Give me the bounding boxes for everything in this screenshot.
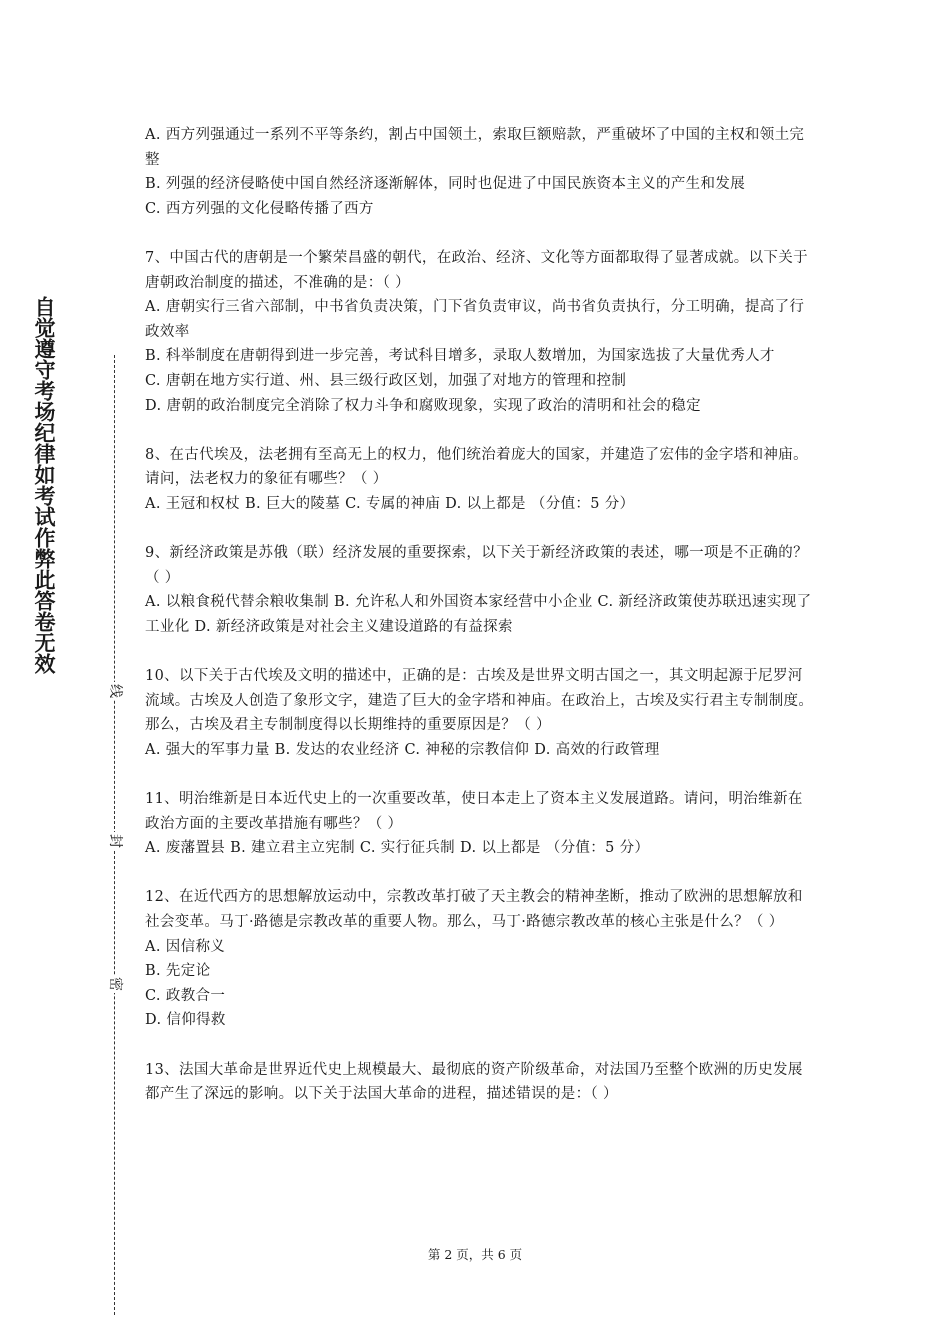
binding-mark-mi: 密 [107,977,123,991]
question-8-stem: 8、在古代埃及，法老拥有至高无上的权力，他们统治着庞大的国家，并建造了宏伟的金字塔和神庙。请问，法老权力的象征有哪些？（ ） [145,446,808,488]
question-7-option-b: B. 科举制度在唐朝得到进一步完善，考试科目增多，录取人数增加，为国家选拔了大量优秀人才 [145,348,775,365]
question-12-option-d: D. 信仰得救 [145,1012,226,1029]
question-10-options: A. 强大的军事力量 B. 发达的农业经济 C. 神秘的宗教信仰 D. 高效的行政管理 [145,741,660,758]
question-10-stem: 10、以下关于古代埃及文明的描述中，正确的是：古埃及是世界文明古国之一，其文明起源于尼罗河流域。古埃及人创造了象形文字，建造了巨大的金字塔和神庙。在政治上，古埃及实行君主专制制度。那么，古埃及君主专制制度得以长期维持的重要原因是？（ ） [145,668,814,734]
question-7-stem: 7、中国古代的唐朝是一个繁荣昌盛的朝代，在政治、经济、文化等方面都取得了显著成就。以下关于唐朝政治制度的描述，不准确的是：（ ） [145,249,808,291]
question-13-stem: 13、法国大革命是世界近代史上规模最大、最彻底的资产阶级革命，对法国乃至整个欧洲的历史发展都产生了深远的影响。以下关于法国大革命的进程，描述错误的是：（ ） [145,1061,803,1103]
question-7-option-c: C. 唐朝在地方实行道、州、县三级行政区划，加强了对地方的管理和控制 [145,372,627,389]
binding-mark-feng: 封 [107,834,123,848]
exam-discipline-notice: 自觉遵守考场纪律如考试作弊此答卷无效 [32,296,56,674]
exam-content [145,123,815,1107]
question-9-stem: 9、新经济政策是苏俄（联）经济发展的重要探索，以下关于新经济政策的表述，哪一项是不正确的？（ ） [145,545,808,586]
prev-option-c: C. 西方列强的文化侵略传播了西方 [145,200,374,217]
question-11-stem: 11、明治维新是日本近代史上的一次重要改革，使日本走上了资本主义发展道路。请问，明治维新在政治方面的主要改革措施有哪些？（ ） [145,791,803,832]
binding-mark-xian: 线 [107,684,123,698]
question-8-options: A. 王冠和权杖 B. 巨大的陵墓 C. 专属的神庙 D. 以上都是 （分值：5 分） [145,495,635,512]
question-11-options: A. 废藩置县 B. 建立君主立宪制 C. 实行征兵制 D. 以上都是 （分值：5 分） [145,840,650,857]
page-number-footer: 第 2 页，共 6 页 [427,1247,523,1262]
question-7-option-d: D. 唐朝的政治制度完全消除了权力斗争和腐败现象，实现了政治的清明和社会的稳定 [145,397,701,414]
prev-option-b: B. 列强的经济侵略使中国自然经济逐渐解体，同时也促进了中国民族资本主义的产生和发展 [145,176,746,193]
question-12-option-b: B. 先定论 [145,963,211,980]
question-12-option-a: A. 因信称义 [145,938,226,955]
question-9-options: A. 以粮食税代替余粮收集制 B. 允许私人和外国资本家经营中小企业 C. 新经济政策使苏联迅速实现了工业化 D. 新经济政策是对社会主义建设道路的有益探索 [145,594,812,635]
question-7-option-a: A. 唐朝实行三省六部制，中书省负责决策，门下省负责审议，尚书省负责执行，分工明确，提高了行政效率 [145,299,805,340]
question-12-stem: 12、在近代西方的思想解放运动中，宗教改革打破了天主教会的精神垄断，推动了欧洲的思想解放和社会变革。马丁·路德是宗教改革的重要人物。那么，马丁·路德宗教改革的核心主张是什么？（ ） [145,889,803,930]
prev-option-a: A. 西方列强通过一系列不平等条约，割占中国领土，索取巨额赔款，严重破坏了中国的主权和领土完整 [145,127,805,168]
question-12-option-c: C. 政教合一 [145,987,226,1004]
